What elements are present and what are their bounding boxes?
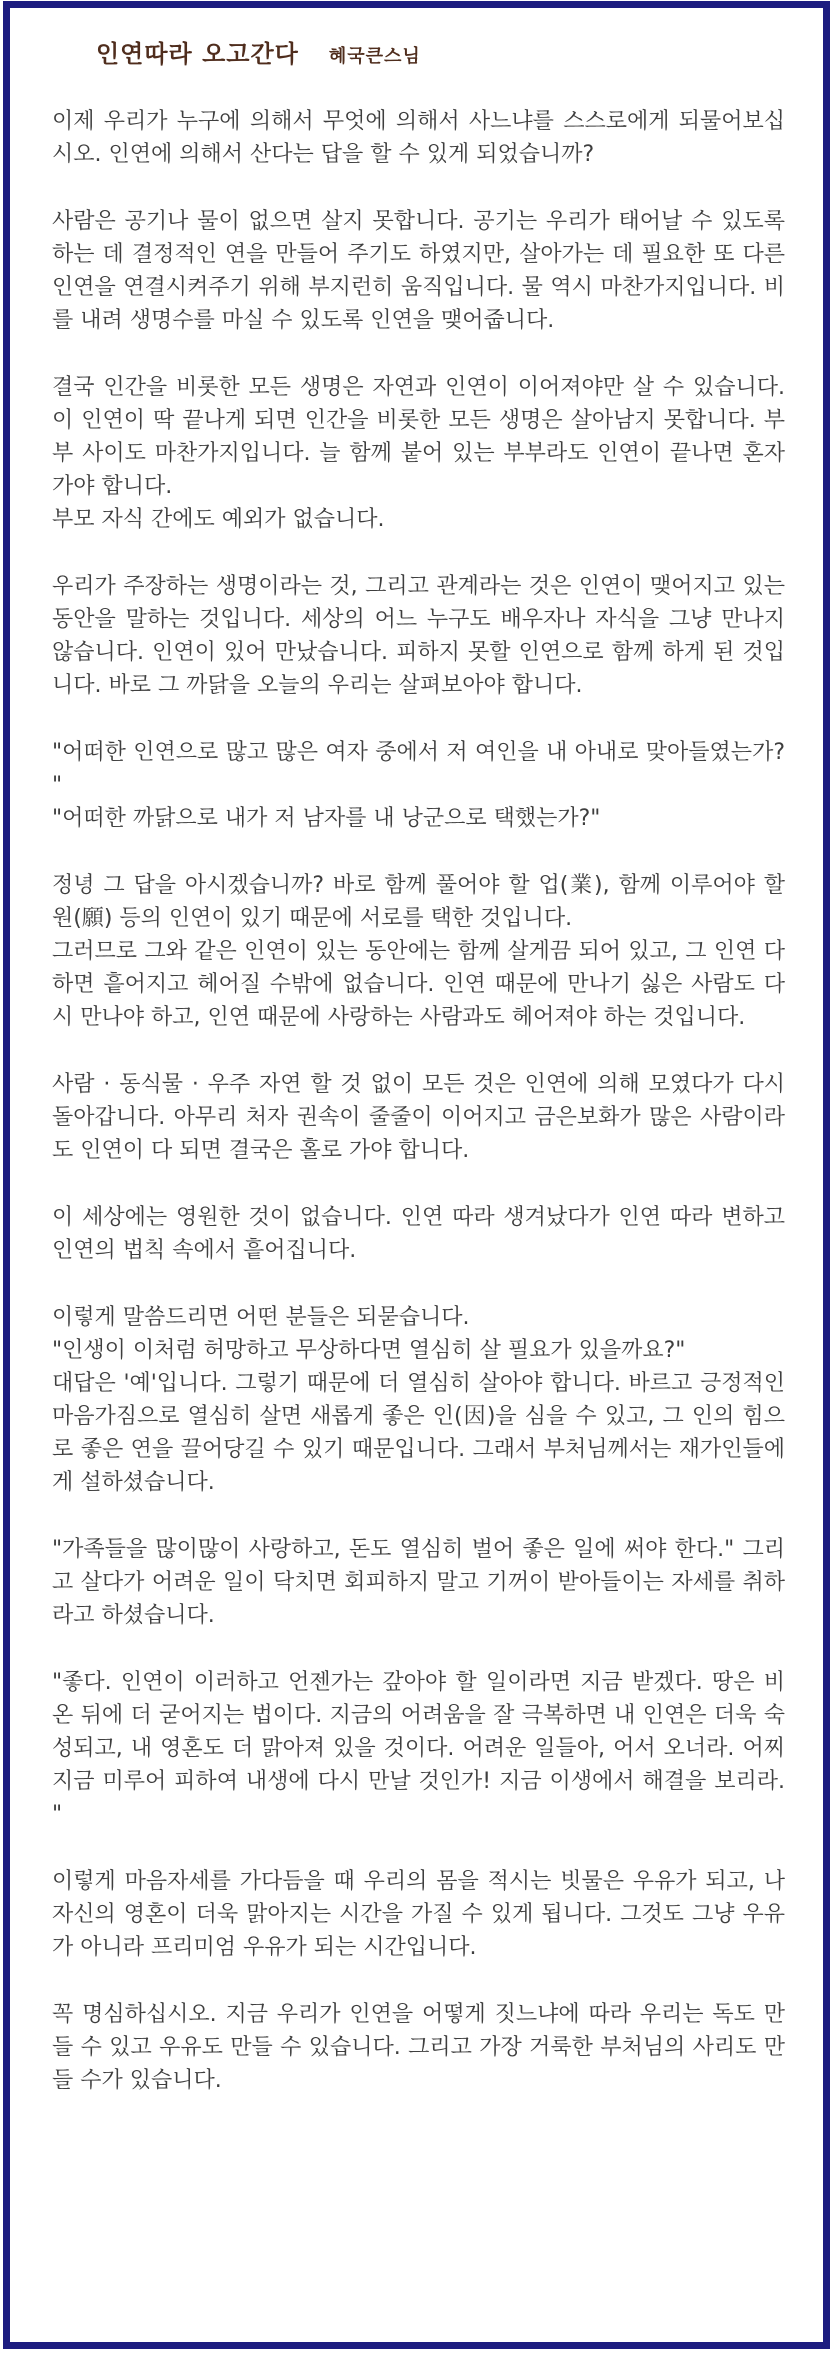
paragraph [52, 736, 785, 835]
text-line: 그러므로 그와 같은 인연이 있는 동안에는 함께 살게끔 되어 있고, 그 인연 다하면 흩어지고 헤어질 수밖에 없습니다. 인연 때문에 만나기 싫은 사람도 다시 만나야 하고, 인연 때문에 사랑하는 사람과도 헤어져야 하는 것입니다. [52, 939, 785, 1030]
author-name: 혜국큰스님 [328, 46, 421, 67]
text-line: 이제 우리가 누구에 의해서 무엇에 의해서 사느냐를 스스로에게 되물어보십시오. 인연에 의해서 산다는 답을 할 수 있게 되었습니까? [52, 109, 785, 167]
text-line: "어떠한 인연으로 많고 많은 여자 중에서 저 여인을 내 아내로 맞아들였는가?" [52, 740, 785, 798]
text-line: 우리가 주장하는 생명이라는 것, 그리고 관계라는 것은 인연이 맺어지고 있는 동안을 말하는 것입니다. 세상의 어느 누구도 배우자나 자식을 그냥 만나지 않습니다. 인연이 있어 만났습니다. 피하지 못할 인연으로 함께 하게 된 것입니다. 바로 그 까닭을 오늘의 우리는 살펴보아야 합니다. [52, 574, 785, 698]
paragraph [52, 1533, 785, 1632]
paragraph [52, 205, 785, 337]
text-line: 결국 인간을 비롯한 모든 생명은 자연과 인연이 이어져야만 살 수 있습니다. 이 인연이 딱 끝나게 되면 인간을 비롯한 모든 생명은 살아남지 못합니다. 부부 사이도 마찬가지입니다. 늘 함께 붙어 있는 부부라도 인연이 끝나면 혼자 가야 합니다. [52, 375, 785, 499]
page-title: 인연따라 오고간다 [96, 40, 299, 68]
paragraph [52, 1865, 785, 1964]
document-body [52, 105, 785, 2097]
paragraph [52, 371, 785, 536]
paragraph [52, 570, 785, 702]
paragraph [52, 105, 785, 171]
text-line: 정녕 그 답을 아시겠습니까? 바로 함께 풀어야 할 업(業), 함께 이루어야 할 원(願) 등의 인연이 있기 때문에 서로를 택한 것입니다. [52, 873, 785, 931]
text-line: "좋다. 인연이 이러하고 언젠가는 갚아야 할 일이라면 지금 받겠다. 땅은 비 온 뒤에 더 굳어지는 법이다. 지금의 어려움을 잘 극복하면 내 인연은 더욱 숙성되고, 내 영혼도 더 맑아져 있을 것이다. 어려운 일들아, 어서 오너라. 어찌 지금 미루어 피하여 내생에 다시 만날 것인가! 지금 이생에서 해결을 보리라." [52, 1670, 785, 1827]
text-line: 꼭 명심하십시오. 지금 우리가 인연을 어떻게 짓느냐에 따라 우리는 독도 만들 수 있고 우유도 만들 수 있습니다. 그리고 가장 거룩한 부처님의 사리도 만들 수가 있습니다. [52, 2002, 785, 2093]
paragraph [52, 1068, 785, 1167]
text-line: 대답은 '예'입니다. 그렇기 때문에 더 열심히 살아야 합니다. 바르고 긍정적인 마음가짐으로 열심히 살면 새롭게 좋은 인(因)을 심을 수 있고, 그 인의 힘으로 좋은 연을 끌어당길 수 있기 때문입니다. 그래서 부처님께서는 재가인들에게 설하셨습니다. [52, 1371, 785, 1495]
text-line: 사람 · 동식물 · 우주 자연 할 것 없이 모든 것은 인연에 의해 모였다가 다시 돌아갑니다. 아무리 처자 권속이 줄줄이 이어지고 금은보화가 많은 사람이라도 인연이 다 되면 결국은 홀로 가야 합니다. [52, 1072, 785, 1163]
paragraph [52, 869, 785, 1034]
paragraph [52, 1301, 785, 1499]
text-line: "인생이 이처럼 허망하고 무상하다면 열심히 살 필요가 있을까요?" [52, 1338, 686, 1363]
document-header [52, 34, 785, 69]
text-line: 이렇게 마음자세를 가다듬을 때 우리의 몸을 적시는 빗물은 우유가 되고, 나 자신의 영혼이 더욱 맑아지는 시간을 가질 수 있게 됩니다. 그것도 그냥 우유가 아니라 프리미엄 우유가 되는 시간입니다. [52, 1869, 785, 1960]
paragraph [52, 1201, 785, 1267]
paragraph [52, 1998, 785, 2097]
text-line: 이 세상에는 영원한 것이 없습니다. 인연 따라 생겨났다가 인연 따라 변하고 인연의 법칙 속에서 흩어집니다. [52, 1205, 785, 1263]
text-line: 이렇게 말씀드리면 어떤 분들은 되묻습니다. [52, 1305, 470, 1330]
document-border-frame [3, 1, 830, 2349]
paragraph [52, 1666, 785, 1831]
text-line: "어떠한 까닭으로 내가 저 남자를 내 낭군으로 택했는가?" [52, 806, 601, 831]
text-line: 사람은 공기나 물이 없으면 살지 못합니다. 공기는 우리가 태어날 수 있도록 하는 데 결정적인 연을 만들어 주기도 하였지만, 살아가는 데 필요한 또 다른 인연을 연결시켜주기 위해 부지런히 움직입니다. 물 역시 마찬가지입니다. 비를 내려 생명수를 마실 수 있도록 인연을 맺어줍니다. [52, 209, 785, 333]
text-line: 부모 자식 간에도 예외가 없습니다. [52, 507, 385, 532]
text-line: "가족들을 많이많이 사랑하고, 돈도 열심히 벌어 좋은 일에 써야 한다." 그리고 살다가 어려운 일이 닥치면 회피하지 말고 기꺼이 받아들이는 자세를 취하라고 하셨습니다. [52, 1537, 785, 1628]
